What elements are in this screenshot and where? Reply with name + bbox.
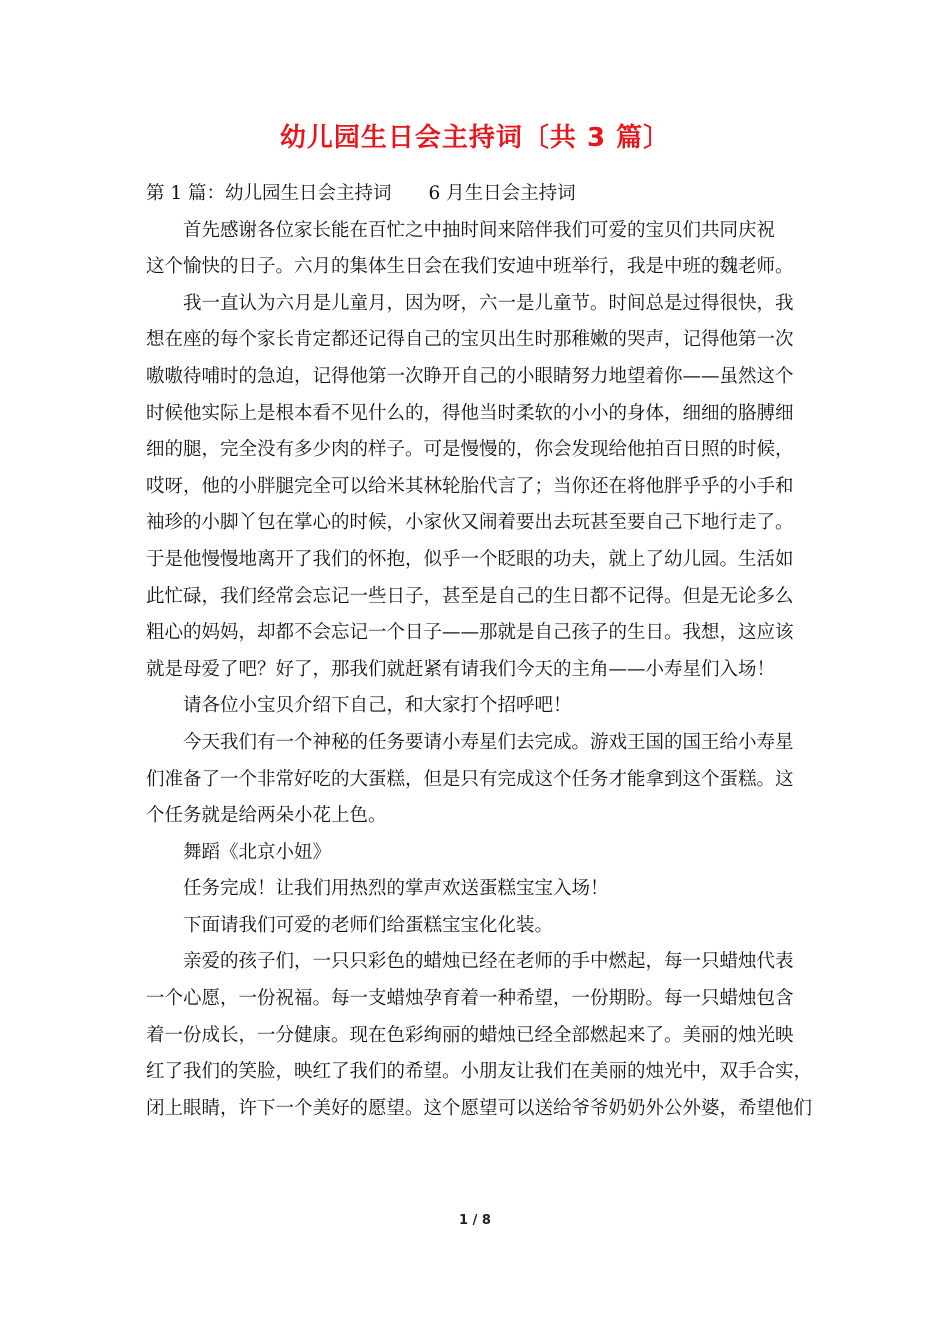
paragraph-line: 红了我们的笑脸，映红了我们的希望。小朋友让我们在美丽的烛光中，双手合实， — [146, 1061, 813, 1083]
paragraph-line: 着一份成长，一分健康。现在色彩绚丽的蜡烛已经全部燃起来了。美丽的烛光映 — [146, 1024, 794, 1046]
paragraph-line: 粗心的妈妈，却都不会忘记一个日子——那就是自己孩子的生日。我想，这应该 — [146, 622, 794, 644]
paragraph-line: 细的腿，完全没有多少肉的样子。可是慢慢的，你会发现给他拍百日照的时候， — [146, 439, 794, 461]
paragraph-line: 我一直认为六月是儿童月，因为呀，六一是儿童节。时间总是过得很快，我 — [183, 292, 794, 314]
subtitle-line: 第 1 篇：幼儿园生日会主持词 6 月生日会主持词 — [146, 183, 576, 204]
paragraph-line: 袖珍的小脚丫包在掌心的时候，小家伙又闹着要出去玩甚至要自己下地行走了。 — [146, 512, 794, 534]
document-body — [146, 176, 816, 1127]
paragraph-line: 今天我们有一个神秘的任务要请小寿星们去完成。游戏王国的国王给小寿星 — [183, 731, 794, 753]
paragraph-line: 此忙碌，我们经常会忘记一些日子，甚至是自己的生日都不记得。但是无论多么 — [146, 585, 794, 607]
paragraph-line: 请各位小宝贝介绍下自己，和大家打个招呼吧！ — [183, 695, 572, 717]
paragraph-line: 时候他实际上是根本看不见什么的，得他当时柔软的小小的身体，细细的胳膊细 — [146, 402, 794, 424]
paragraph-line: 亲爱的孩子们，一只只彩色的蜡烛已经在老师的手中燃起，每一只蜡烛代表 — [183, 951, 794, 973]
paragraph-line: 这个愉快的日子。六月的集体生日会在我们安迪中班举行，我是中班的魏老师。 — [146, 256, 794, 278]
paragraph-line: 下面请我们可爱的老师们给蛋糕宝宝化化装。 — [183, 914, 554, 936]
paragraph-line: 就是母爱了吧？好了，那我们就赶紧有请我们今天的主角——小寿星们入场！ — [146, 658, 776, 680]
paragraph-line: 想在座的每个家长肯定都还记得自己的宝贝出生时那稚嫩的哭声，记得他第一次 — [146, 329, 794, 351]
paragraph-line: 们准备了一个非常好吃的大蛋糕，但是只有完成这个任务才能拿到这个蛋糕。这 — [146, 768, 794, 790]
paragraph-line: 嗷嗷待哺时的急迫，记得他第一次睁开自己的小眼睛努力地望着你——虽然这个 — [146, 365, 794, 387]
paragraph-line: 首先感谢各位家长能在百忙之中抽时间来陪伴我们可爱的宝贝们共同庆祝 — [183, 219, 776, 241]
page-number: 1 / 8 — [459, 1213, 491, 1228]
paragraph-line: 个任务就是给两朵小花上色。 — [146, 805, 387, 827]
paragraph-line: 舞蹈《北京小妞》 — [183, 841, 332, 863]
paragraph-line: 于是他慢慢地离开了我们的怀抱，似乎一个眨眼的功夫，就上了幼儿园。生活如 — [146, 548, 794, 570]
paragraph-line: 任务完成！让我们用热烈的掌声欢送蛋糕宝宝入场！ — [183, 878, 609, 900]
paragraph-line: 一个心愿，一份祝福。每一支蜡烛孕育着一种希望，一份期盼。每一只蜡烛包含 — [146, 988, 794, 1010]
document-title: 幼儿园生日会主持词〔共 3 篇〕 — [279, 123, 671, 153]
paragraph-line: 哎呀，他的小胖腿完全可以给米其林轮胎代言了；当你还在将他胖乎乎的小手和 — [146, 475, 794, 497]
paragraph-line: 闭上眼睛，许下一个美好的愿望。这个愿望可以送给爷爷奶奶外公外婆，希望他们 — [146, 1097, 813, 1119]
